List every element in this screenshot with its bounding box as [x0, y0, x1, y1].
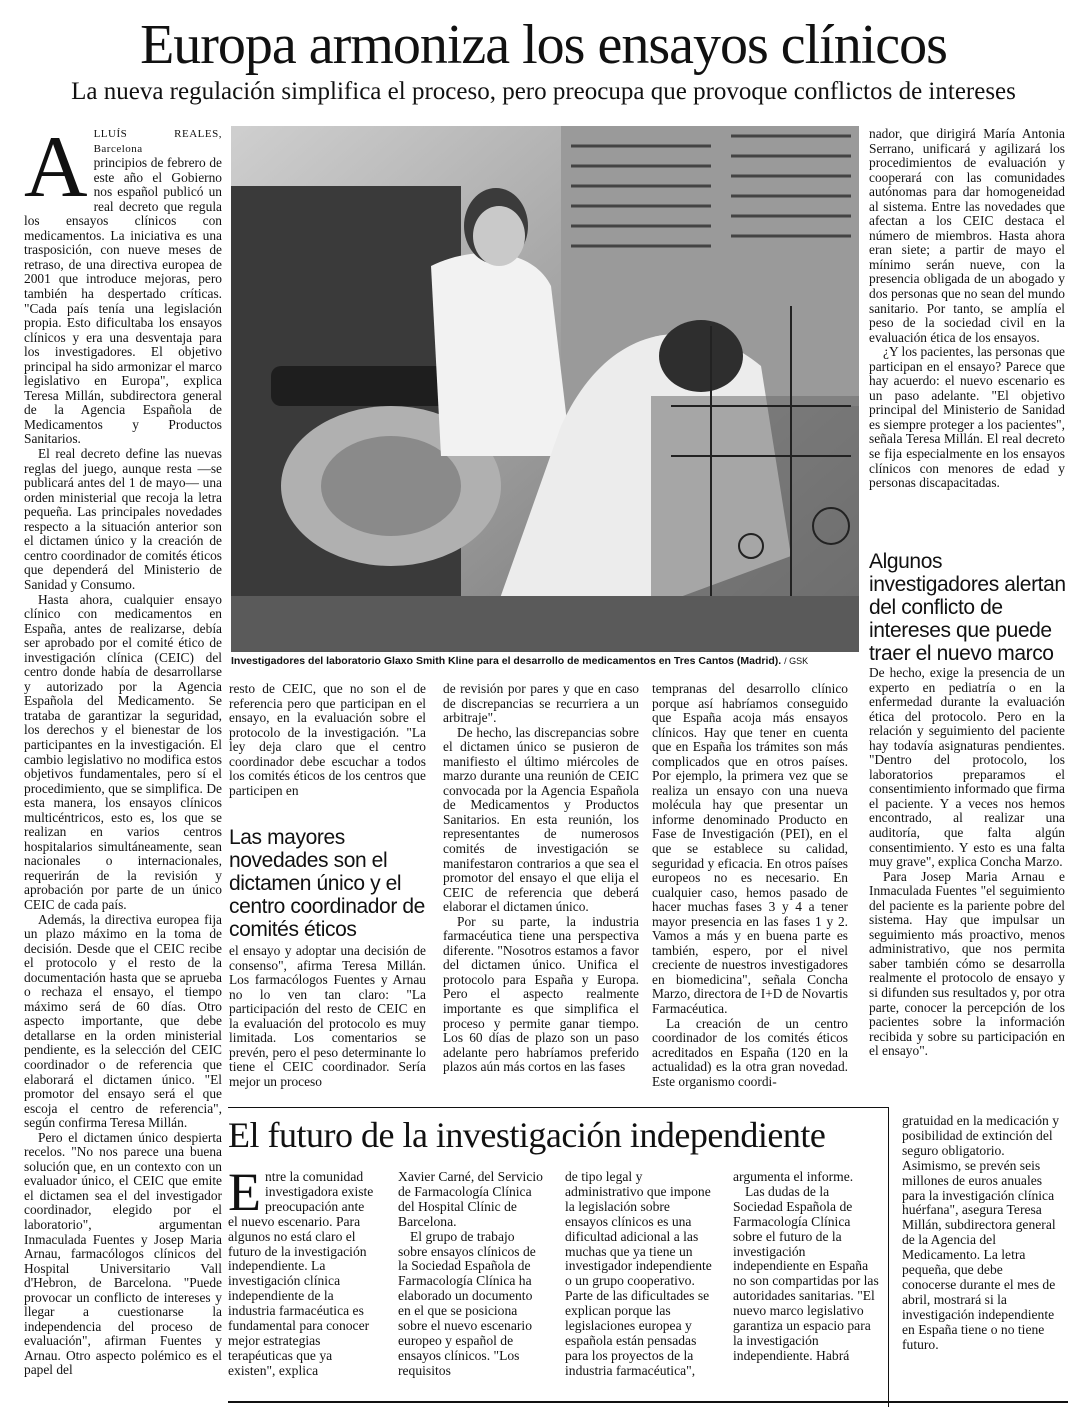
- paragraph: El grupo de trabajo sobre ensayos clínicos de la Sociedad Española de Farmacología Clínica ha elaborado un documento en el que se posiciona sobre el nuevo escenario europeo y español de ensayos clínicos. "Los requisitos: [398, 1228, 536, 1378]
- sidebar-bottom-rule: [228, 1401, 1068, 1403]
- paragraph: Por su parte, la industria farmacéutica tiene una perspectiva diferente. "Nosotros estamos a favor del dictamen único. Unifica el protocolo para España y Europa. Pero el aspecto realmente importante es que simplifica el proceso y permite ganar tiempo. Los 60 días de plazo son un paso adelante pero habríamos preferido plazos aún más cortos en las fases: [443, 913, 639, 1075]
- pull-quote-text: Algunos investigadores alertan del conflicto de intereses que puede traer el nuevo marco: [869, 550, 1066, 665]
- paragraph: De hecho, las discrepancias sobre el dictamen único se pusieron de manifiesto el último miércoles de marzo durante una reunión de CEIC convocada por la Agencia Española de Medicamentos y Productos Sanitarios. En esta reunión, los representantes de numerosos comités de investigación se manifestaron contrarios a que sea el promotor del ensayo el que elija el CEIC de referencia que deberá elaborar el dictamen único.: [443, 724, 639, 915]
- sidebar-column-1: [228, 1162, 376, 1400]
- byline: LLUÍS REALES, Barcelona: [93, 128, 222, 155]
- paragraph: Las dudas de la Sociedad Española de Farmacología Clínica sobre el futuro de la investigación independiente en España no son compartidas por las autoridades sanitarias. "El nuevo marco legislativo garantiza un espacio para la investigación independiente. Habrá: [733, 1183, 879, 1363]
- sidebar-column-3: [565, 1170, 715, 1400]
- paragraph: Pero el dictamen único despierta recelos. "No nos parece una buena solución que, en un contexto con un evaluador único, el CEIC que emite el dictamen sea el del investigador coordinador, elegido por el laboratorio", argumentan Inmaculada Fuentes y Josep Maria Arnau, farmacólogos clínicos del Hospital Universitario Vall d'Hebron, de Barcelona. "Puede provocar un conflicto de intereses y llegar a cuestionarse la independencia del proceso de evaluación", afirman Fuentes y Arnau. Otro aspecto polémico es el papel del: [24, 1129, 222, 1378]
- sidebar-column-2: [398, 1170, 546, 1400]
- paragraph: De hecho, exige la presencia de un experto en pediatría o en la enfermedad durante la evaluación ética del protocolo. Pero en la relación y seguimiento del paciente hay todavía asignaturas pendientes. "Dentro del protocolo, los laboratorios preparamos el consentimiento informado que firma el paciente. Y a veces nos hemos encontrado, al realizar una auditoría, que falta algún consentimiento. Y esto es una falta muy grave", explica Concha Marzo.: [869, 665, 1065, 870]
- article-photo: [231, 126, 859, 652]
- article-column-3: [443, 681, 639, 1075]
- paragraph: Además, la directiva europea fija un plazo máximo en la toma de decisión. Desde que el CEIC recibe el protocolo y el resto de la documentación hasta que se aprueba o rechaza el ensayo, el tiempo máximo será de 60 días. Otro aspecto importante, que debe detallarse en la orden ministerial pendiente, es la selección del CEIC coordinador o de referencia que elaborará el dictamen único. "El promotor del ensayo será el que escoja el centro de referencia", según confirma Teresa Millán.: [24, 911, 222, 1131]
- article-column-5-continued: [869, 666, 1065, 1086]
- paragraph: ¿Y los pacientes, las personas que participan en el ensayo? Parece que hay acuerdo: el nuevo escenario es un paso adelante. "El objetivo principal del Ministerio de Sanidad es siempre proteger a los pacientes", señala Teresa Millán. El real decreto se fija especialmente en los ensayos clínicos con menores de edad y personas discapacitadas.: [869, 344, 1065, 491]
- paragraph: de tipo legal y administrativo que impone la legislación sobre ensayos clínicos es una dificultad adicional a las muchas que ya tiene un investigador independiente o un grupo cooperativo. Parte de las dificultades se explican porque las legislaciones europea y española están pensadas para los proyectos de la industria farmacéutica",: [565, 1169, 712, 1378]
- article-column-2-continued: [229, 943, 426, 1089]
- sidebar-column-4: [733, 1170, 881, 1400]
- paragraph: El real decreto define las nuevas reglas del juego, aunque resta —se publicará antes del 1 de mayo— una orden ministerial que recoja la letra pequeña. Las principales novedades respecto a la situación anterior son el dictamen único y la creación de centro coordinador de comités éticos que dependerá del Ministerio de Sanidad y Consumo.: [24, 446, 222, 592]
- article-column-5: [869, 127, 1065, 525]
- pull-quote: [869, 550, 1069, 665]
- sidebar-title: El futuro de la investigación independiente: [228, 1115, 826, 1155]
- drop-cap: A: [24, 119, 88, 216]
- pull-quote-text: Las mayores novedades son el dictamen único y el centro coordinador de comités éticos: [229, 826, 425, 941]
- paragraph: principios de febrero de este año el Gobierno nos español publicó un real decreto que regula los ensayos clínicos con medicamentos. La iniciativa es una trasposición, con nueve meses de retraso, de una directiva europea de 2001 que introduce mejoras, pero también ha despertado críticas. "Cada país tenía una legislación propia. Esto dificultaba los ensayos clínicos y era una desventaja para los investigadores. El objetivo principal ha sido armonizar el marco legislativo en Europa", explica Teresa Millán, subdirectora general de la Agencia Española de Medicamentos y Productos Sanitarios.: [24, 155, 222, 447]
- paragraph: La creación de un centro coordinador de los comités éticos acreditados en España (120 en la actualidad) es la otra gran novedad. Este organismo coordi-: [652, 1015, 848, 1089]
- paragraph: el ensayo y adoptar una decisión de consenso", afirma Teresa Millán. Los farmacólogos Fuentes y Arnau no lo ven tan claro: "La participación del resto de CEIC en la evaluación del protocolo es muy limitada. Los comentarios se prevén, pero el peso determinante lo tiene el CEIC coordinador. Sería mejor un proceso: [229, 943, 426, 1089]
- paragraph: nador, que dirigirá María Antonia Serrano, unificará y agilizará los procedimientos de evaluación y cooperará con las comunidades autónomas para dar homogeneidad al sistema. Entre las novedades que afectan a los CEIC destaca el número de miembros. Hasta ahora eran siete; a partir de mayo el mínimo serán nueve, con la presencia obligada de un abogado y dos personas que no sean del mundo sanitario. Por tanto, se amplía el peso de la sociedad civil en la evaluación ética de los ensayos.: [869, 126, 1065, 345]
- paragraph: resto de CEIC, que no son el de referencia pero que participan en el ensayo, en la evaluación sobre el protocolo de la investigación. "La ley deja claro que el centro coordinador debe escuchar a todos los comités éticos de los centros que participen en: [229, 681, 426, 798]
- lab-photo-illustration: [231, 126, 859, 652]
- caption-text: Investigadores del laboratorio Glaxo Smith Kline para el desarrollo de medicamentos en Tres Cantos (Madrid).: [231, 655, 782, 667]
- paragraph: Hasta ahora, cualquier ensayo clínico con medicamentos en España, antes de realizarse, debía ser aprobado por el comité ético de investigación clínica (CEIC) del centro donde había de desarrollarse y autorizado por la Agencia Española del Medicamento. Se trataba de garantizar la seguridad, los derechos y el bienestar de los participantes en la investigación. El cambio legislativo no modifica estos objetivos fundamentales, pero sí el procedimiento, que se simplifica. De esta manera, los ensayos clínicos multicéntricos, esto es, los que se realizan en varios centros hospitalarios simultáneamente, sean nacionales o internacionales, requerirán de la revisión y aprobación por parte de un único CEIC de cada país.: [24, 591, 222, 912]
- subheadline: La nueva regulación simplifica el proceso, pero preocupa que provoque conflictos de intereses: [71, 78, 1016, 105]
- paragraph: tempranas del desarrollo clínico porque así habríamos conseguido que España acoja más ensayos clínicos. Hay que tener en cuenta que en España los trámites son más complicados que en otros países. Por ejemplo, la primera vez que se realiza un ensayo con una nueva molécula hay que presentar un informe denominado Producto en Fase de Investigación (PEI), en el que se establece su calidad, seguridad y eficacia. En otros países europeos no es necesario. En cualquier caso, hemos pasado de hacer muchas fases 3 y 4 a tener mayor presencia en las fases 1 y 2. Vamos a más y en buena parte es también, espero, por el nivel creciente de nuestros investigadores en biomedicina", señala Concha Marzo, directora de I+D de Novartis Farmacéutica.: [652, 681, 848, 1017]
- paragraph: Xavier Carné, del Servicio de Farmacología Clínica del Hospital Clínic de Barcelona.: [398, 1169, 543, 1229]
- sidebar-drop-cap: E: [228, 1162, 261, 1222]
- sidebar-top-rule: [228, 1107, 888, 1108]
- paragraph: de revisión por pares y que en caso de discrepancias se recurriera a un arbitraje".: [443, 681, 639, 726]
- sidebar-right-rule: [888, 1107, 889, 1407]
- paragraph: Para Josep Maria Arnau e Inmaculada Fuentes "el seguimiento del paciente es la pariente pobre del sistema. Hay que impulsar un seguimiento más proactivo, menos administrativo, que nos permita saber también cómo se desarrolla realmente el protocolo de ensayo y si difunden sus resultados y, por otra parte, conocer la percepción de los pacientes sobre la información recibida y sobre su participación en el ensayo".: [869, 868, 1065, 1059]
- sidebar-column-5: [902, 1114, 1060, 1399]
- paragraph: gratuidad en la medicación y posibilidad de extinción del seguro obligatorio. Asimismo, se prevén seis millones de euros anuales para la investigación clínica huérfana", asegura Teresa Millán, subdirectora general de la Agencia del Medicamento. La letra pequeña, que debe conocerse durante el mes de abril, mostrará si la investigación independiente en España tiene o no tiene futuro.: [902, 1113, 1060, 1352]
- pull-quote: [229, 826, 429, 941]
- photo-caption: [231, 654, 861, 668]
- article-column-4: [652, 681, 848, 1089]
- photo-credit: / GSK: [784, 656, 809, 666]
- headline: Europa armoniza los ensayos clínicos: [140, 14, 947, 76]
- article-column-1: [24, 119, 222, 1417]
- paragraph: argumenta el informe.: [733, 1169, 854, 1184]
- paragraph: ntre la comunidad investigadora existe preocupación ante el nuevo escenario. Para algunos no está claro el futuro de la investigación independiente. La investigación clínica independiente de la industria farmacéutica es fundamental para conocer mejor estrategias terapéuticas que ya existen", explica: [228, 1169, 374, 1378]
- article-column-2: [229, 682, 426, 812]
